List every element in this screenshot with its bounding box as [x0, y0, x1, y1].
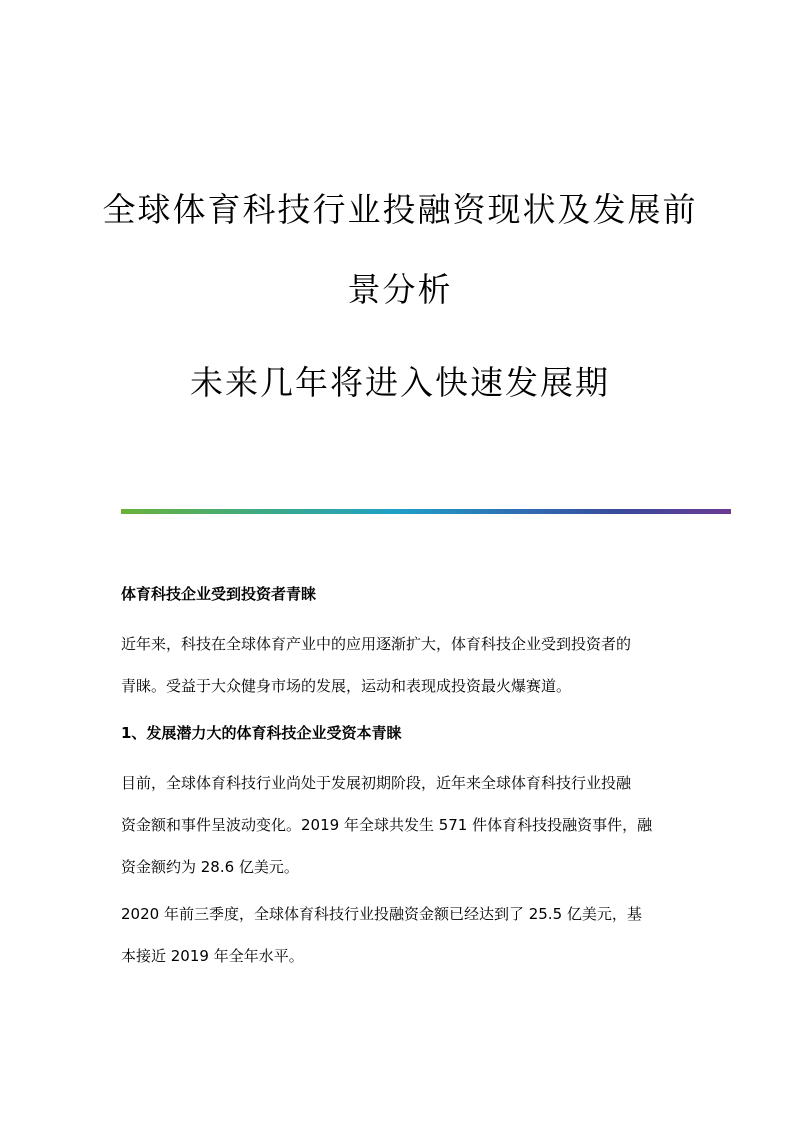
- paragraph-line: 目前，全球体育科技行业尚处于发展初期阶段，近年来全球体育科技行业投融: [121, 774, 632, 792]
- paragraph-line: 资金额和事件呈波动变化。2019 年全球共发生 571 件体育科技投融资事件，融: [121, 816, 653, 834]
- paragraph-line: 资金额约为 28.6 亿美元。: [121, 858, 299, 876]
- paragraph-line: 青睐。受益于大众健身市场的发展，运动和表现成投资最火爆赛道。: [121, 677, 572, 695]
- gradient-divider: [121, 509, 731, 514]
- section-heading-investor-favor: 体育科技企业受到投资者青睐: [121, 585, 317, 603]
- paragraph-line: 本接近 2019 年全年水平。: [121, 947, 304, 965]
- paragraph-intro: [121, 623, 681, 707]
- document-subtitle: 未来几年将进入快速发展期: [190, 363, 610, 402]
- section-heading-capital-favor: 1、发展潜力大的体育科技企业受资本青睐: [121, 724, 402, 742]
- document-title-line-1: 全球体育科技行业投融资现状及发展前: [102, 190, 698, 229]
- paragraph-investment-status: [121, 762, 681, 888]
- paragraph-line: 2020 年前三季度，全球体育科技行业投融资金额已经达到了 25.5 亿美元，基: [121, 905, 642, 923]
- paragraph-line: 近年来，科技在全球体育产业中的应用逐渐扩大，体育科技企业受到投资者的: [121, 635, 632, 653]
- document-title-line-2: 景分析: [347, 270, 453, 309]
- paragraph-2020-status: [121, 893, 681, 977]
